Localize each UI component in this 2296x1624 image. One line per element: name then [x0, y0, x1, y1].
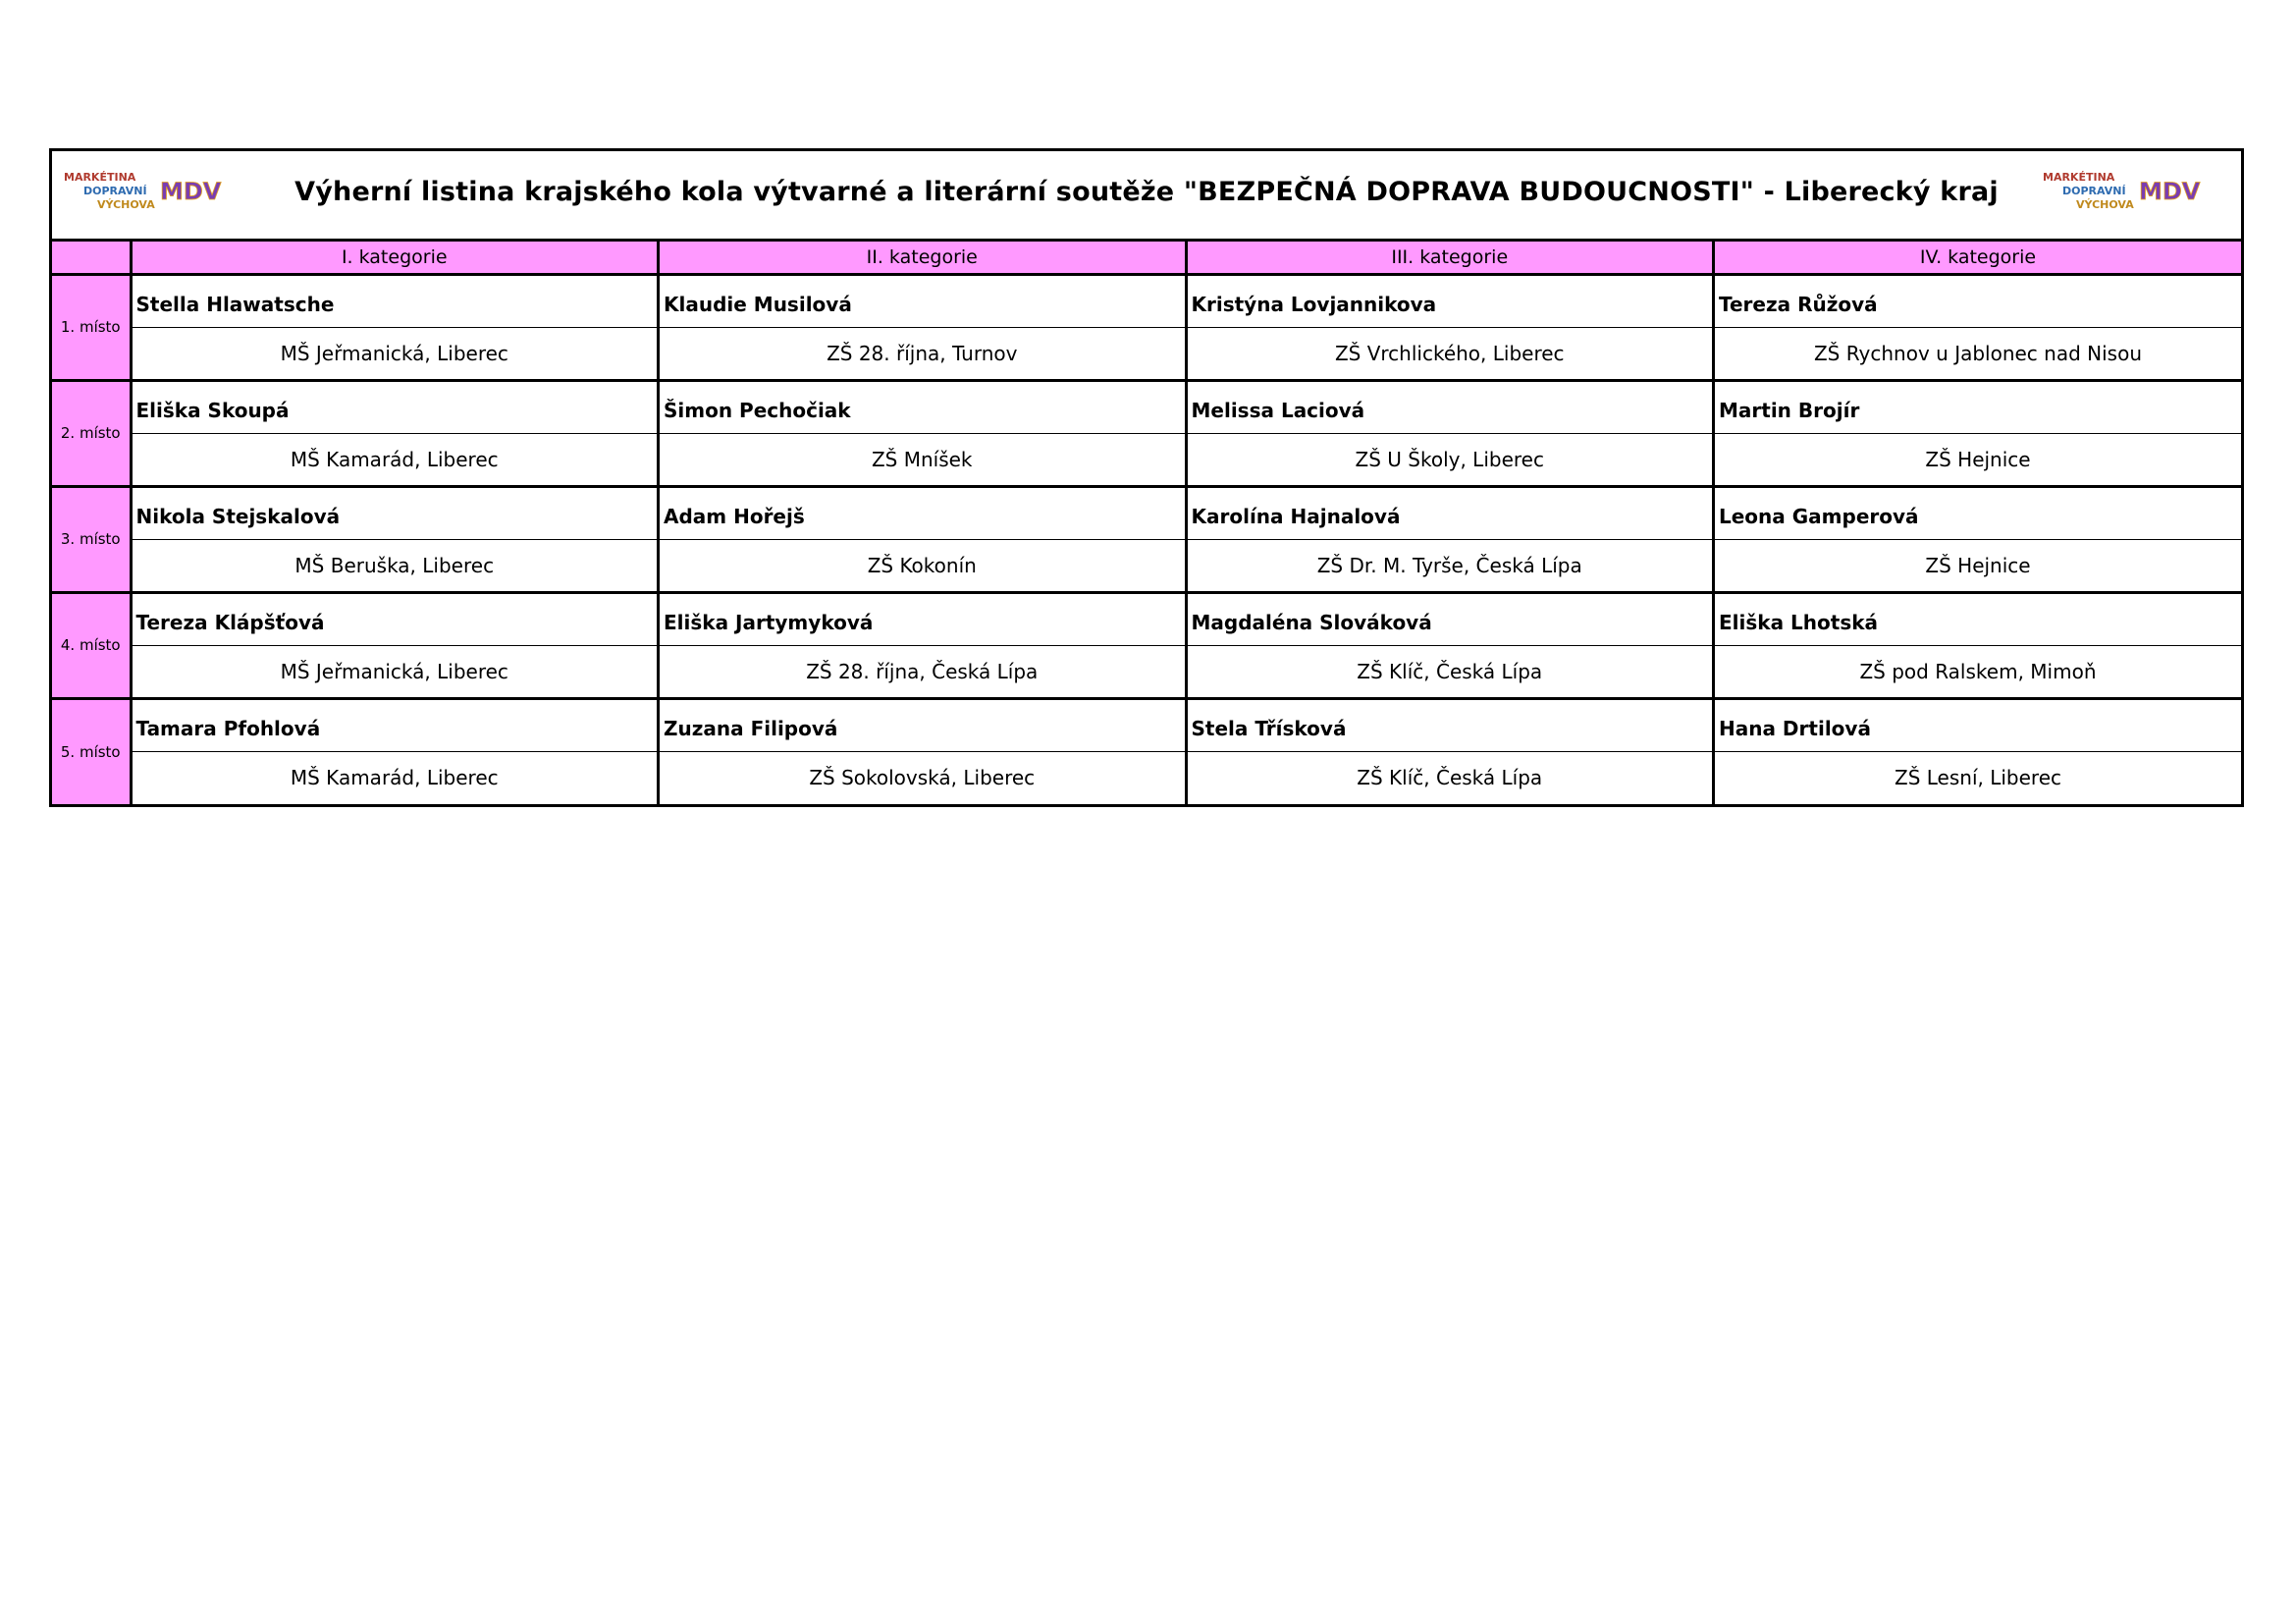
winner-name: Tamara Pfohlová — [131, 698, 659, 751]
winner-name: Zuzana Filipová — [659, 698, 1187, 751]
winner-name-row — [52, 274, 2241, 327]
sheet-header — [52, 151, 2241, 242]
winner-school: ZŠ Sokolovská, Liberec — [659, 751, 1187, 804]
logo-text-line1: MARKÉTINA — [64, 171, 136, 184]
winner-name: Melissa Laciová — [1186, 380, 1714, 433]
category-header: IV. kategorie — [1714, 242, 2242, 274]
winner-school-row — [52, 433, 2241, 486]
winner-school: ZŠ Vrchlického, Liberec — [1186, 327, 1714, 380]
winner-school: MŠ Jeřmanická, Liberec — [131, 327, 659, 380]
category-header-row — [52, 242, 2241, 274]
winner-school-row — [52, 539, 2241, 592]
winner-name: Hana Drtilová — [1714, 698, 2242, 751]
winner-name-row — [52, 592, 2241, 645]
logo-text-line2: DOPRAVNÍ — [83, 185, 147, 197]
winner-school: MŠ Kamarád, Liberec — [131, 433, 659, 486]
category-header: I. kategorie — [131, 242, 659, 274]
winner-school: ZŠ Rychnov u Jablonec nad Nisou — [1714, 327, 2242, 380]
winner-school: ZŠ Hejnice — [1714, 433, 2242, 486]
winner-school: ZŠ 28. října, Turnov — [659, 327, 1187, 380]
category-header: III. kategorie — [1186, 242, 1714, 274]
winner-school: ZŠ pod Ralskem, Mimoň — [1714, 645, 2242, 698]
winner-name: Eliška Jartymyková — [659, 592, 1187, 645]
logo-text-line2: DOPRAVNÍ — [2062, 185, 2126, 197]
corner-cell — [52, 242, 131, 274]
winner-school: ZŠ Dr. M. Tyrše, Česká Lípa — [1186, 539, 1714, 592]
logo-mark: MDV — [2139, 178, 2201, 205]
winner-school: MŠ Kamarád, Liberec — [131, 751, 659, 804]
page-title: Výherní listina krajského kola výtvarné a literární soutěže "BEZPEČNÁ DOPRAVA BUDOUCNOSTI" - Liberecký kraj — [294, 177, 1999, 207]
winner-name: Stela Třísková — [1186, 698, 1714, 751]
winner-school: ZŠ Klíč, Česká Lípa — [1186, 751, 1714, 804]
winner-school-row — [52, 751, 2241, 804]
winner-name-row — [52, 380, 2241, 433]
winner-name: Tereza Růžová — [1714, 274, 2242, 327]
winner-school-row — [52, 327, 2241, 380]
place-label: 1. místo — [52, 274, 131, 380]
winner-name: Magdaléna Slováková — [1186, 592, 1714, 645]
place-label: 5. místo — [52, 698, 131, 804]
winner-school: ZŠ U Školy, Liberec — [1186, 433, 1714, 486]
winner-school: MŠ Jeřmanická, Liberec — [131, 645, 659, 698]
logo-text-line3: VÝCHOVA — [97, 198, 155, 211]
winner-name: Šimon Pechočiak — [659, 380, 1187, 433]
winner-school: ZŠ Hejnice — [1714, 539, 2242, 592]
winner-school: ZŠ Klíč, Česká Lípa — [1186, 645, 1714, 698]
winner-school: ZŠ Lesní, Liberec — [1714, 751, 2242, 804]
winner-name: Martin Brojír — [1714, 380, 2242, 433]
winner-name: Stella Hlawatsche — [131, 274, 659, 327]
winner-name: Leona Gamperová — [1714, 486, 2242, 539]
winner-school: ZŠ 28. října, Česká Lípa — [659, 645, 1187, 698]
winner-school: ZŠ Kokonín — [659, 539, 1187, 592]
place-label: 3. místo — [52, 486, 131, 592]
winner-name: Klaudie Musilová — [659, 274, 1187, 327]
winner-name: Adam Hořejš — [659, 486, 1187, 539]
winner-school: ZŠ Mníšek — [659, 433, 1187, 486]
place-label: 4. místo — [52, 592, 131, 698]
category-header: II. kategorie — [659, 242, 1187, 274]
logo-text-line1: MARKÉTINA — [2043, 171, 2115, 184]
results-sheet — [49, 148, 2244, 807]
place-label: 2. místo — [52, 380, 131, 486]
winner-name: Kristýna Lovjannikova — [1186, 274, 1714, 327]
logo-mark: MDV — [160, 178, 222, 205]
winner-name: Eliška Skoupá — [131, 380, 659, 433]
winner-name: Eliška Lhotská — [1714, 592, 2242, 645]
winner-name-row — [52, 698, 2241, 751]
winner-school: MŠ Beruška, Liberec — [131, 539, 659, 592]
winner-school-row — [52, 645, 2241, 698]
winner-name: Nikola Stejskalová — [131, 486, 659, 539]
mdv-logo-right — [2041, 169, 2210, 214]
winner-name: Tereza Klápšťová — [131, 592, 659, 645]
logo-text-line3: VÝCHOVA — [2076, 198, 2134, 211]
winner-name-row — [52, 486, 2241, 539]
results-table — [52, 242, 2241, 804]
winner-name: Karolína Hajnalová — [1186, 486, 1714, 539]
